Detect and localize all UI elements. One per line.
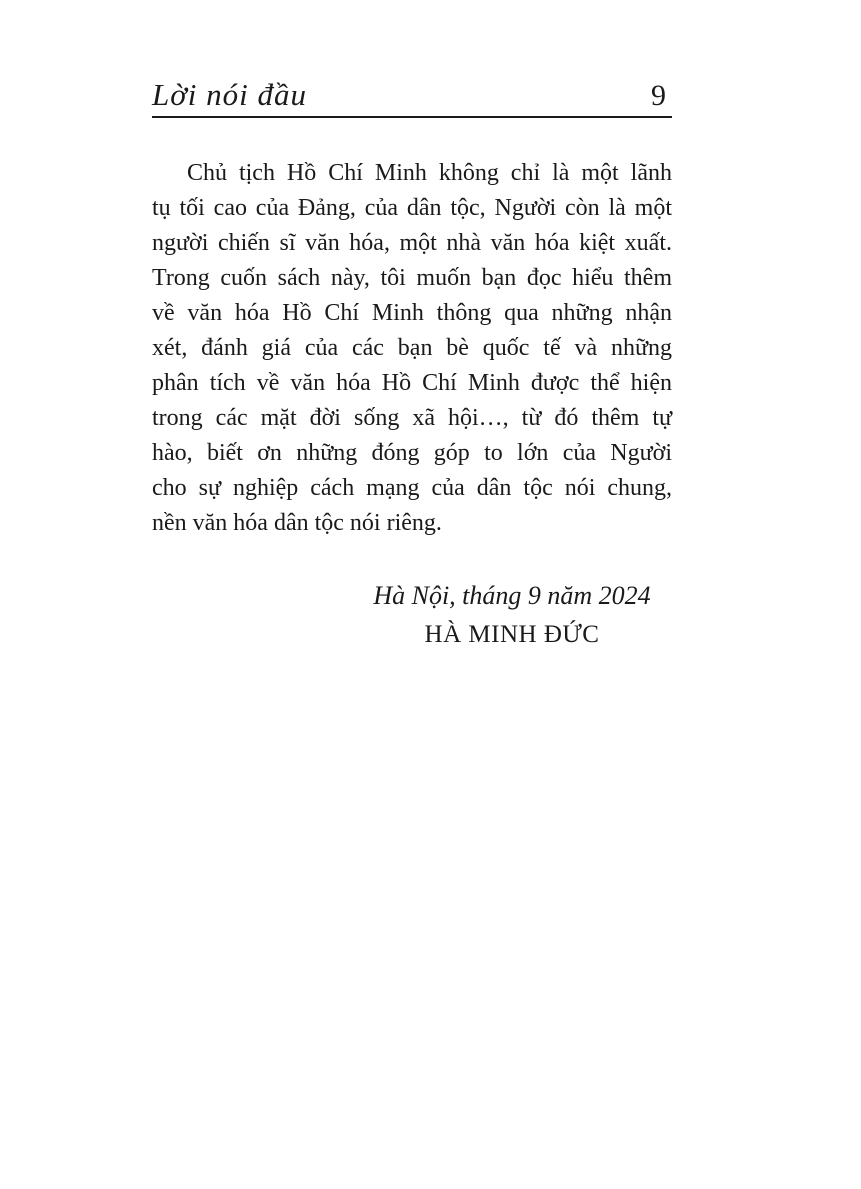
paragraph-line: hào, biết ơn những đóng góp to lớn của Người	[152, 440, 672, 466]
paragraph-line: người chiến sĩ văn hóa, một nhà văn hóa kiệt xuất.	[152, 230, 672, 256]
paragraph-line: Trong cuốn sách này, tôi muốn bạn đọc hiểu thêm	[152, 265, 672, 291]
running-title: Lời nói đầu	[152, 77, 308, 112]
signature-place-date: Hà Nội, tháng 9 năm 2024	[373, 581, 651, 610]
body-paragraph	[152, 156, 672, 541]
paragraph-line: nền văn hóa dân tộc nói riêng.	[152, 510, 442, 536]
paragraph-line: về văn hóa Hồ Chí Minh thông qua những nhận	[152, 300, 672, 326]
paragraph-line: Chủ tịch Hồ Chí Minh không chỉ là một lãnh	[187, 160, 672, 186]
paragraph-line: xét, đánh giá của các bạn bè quốc tế và những	[152, 335, 672, 361]
signature-author: HÀ MINH ĐỨC	[424, 621, 600, 648]
paragraph-line: tụ tối cao của Đảng, của dân tộc, Người còn là một	[152, 195, 672, 221]
page-number: 9	[651, 79, 666, 112]
page-header	[152, 0, 672, 118]
paragraph-line: cho sự nghiệp cách mạng của dân tộc nói chung,	[152, 475, 672, 501]
paragraph-line: phân tích về văn hóa Hồ Chí Minh được thể hiện	[152, 370, 672, 396]
paragraph-line: trong các mặt đời sống xã hội…, từ đó thêm tự	[152, 405, 672, 431]
signature-block	[352, 577, 672, 655]
content-column	[152, 0, 672, 655]
